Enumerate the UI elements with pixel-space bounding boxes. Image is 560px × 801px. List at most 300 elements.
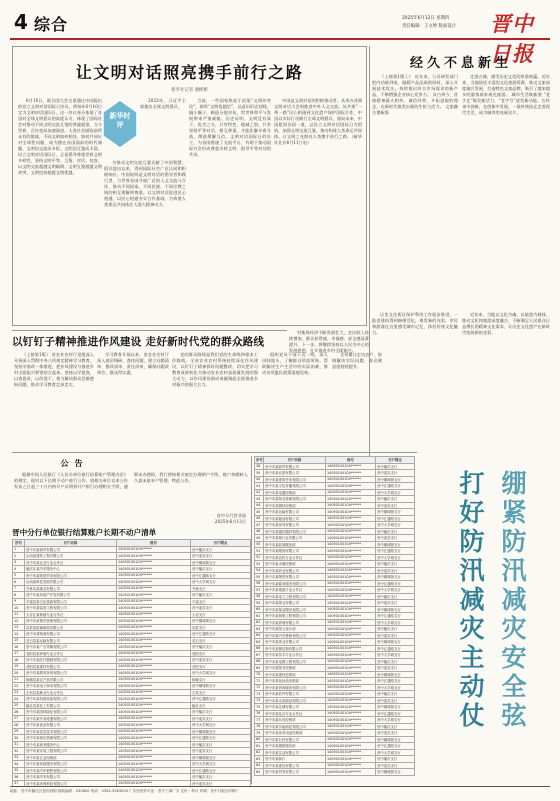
right-article-title: 经久不息新生	[409, 56, 512, 71]
table-cell: 14050100104******	[326, 749, 376, 756]
table-cell: 14050100104******	[326, 756, 376, 763]
table-cell: 晋中市某养殖有限公司	[264, 619, 326, 626]
table-cell: 1	[13, 546, 25, 553]
table-cell: 晋中市某五金经销部	[25, 754, 117, 761]
table-cell: 32	[13, 748, 25, 755]
table-cell: 14050100104******	[326, 483, 376, 490]
table-cell: 44	[255, 502, 264, 509]
table-cell: 晋中大学城支行	[376, 749, 415, 756]
table-cell: 晋中市某商贸有限公司	[25, 546, 117, 553]
table-cell: 67	[255, 652, 264, 659]
table-cell: 11	[13, 611, 25, 618]
table-cell: 晋中市某农资有限公司	[264, 470, 326, 477]
table-cell: 41	[255, 483, 264, 490]
table-cell: 晋中顺城街支行	[376, 606, 415, 613]
table-cell: 2	[13, 553, 25, 560]
table-cell: 14050100104******	[326, 580, 376, 587]
right-article-column-4: 近年来，当地以文化为魂、以旅游为载体，推动文化和旅游深度融合，不断满足人民群众日益增长的精神文化需求，让历史文化遗产在新时代绽放新的光彩。	[462, 312, 550, 335]
table-cell: 14050100104******	[326, 613, 376, 620]
table-cell: 45	[255, 509, 264, 516]
table-cell: 晋中顺城街支行	[191, 618, 251, 625]
table-cell: 晋中顺城街支行	[376, 704, 415, 711]
table-cell: 19	[13, 663, 25, 670]
table-cell: 76	[255, 710, 264, 717]
table-cell: 14050100104******	[326, 730, 376, 737]
table-cell: 晋中市某贸易有限公司	[264, 769, 326, 776]
table-cell: 14050100104******	[117, 767, 191, 774]
table-cell: 14050100104******	[326, 463, 376, 470]
table-cell: 晋中顺城街支行	[376, 639, 415, 646]
table-cell: 晋中顺城街支行	[191, 728, 251, 735]
table-cell: 53	[255, 561, 264, 568]
table-cell: 37	[13, 780, 25, 787]
table-cell: 68	[255, 658, 264, 665]
table-cell: 晋中迎宾支行	[376, 535, 415, 542]
lead-article-column-3: 当前，一些国家热衷于渲染“文明冲突论”，鼓吹“文明优越论”，以意识形态划线，搞小圈子，制造分裂对抗，给世界和平与发展带来严重威胁。历史证明，文明没有高下、优劣之分，只有特色、地域之别。只有坚持平等对话、相互尊重，才能化解矛盾分歧，增进理解互信。文明对话国际日的设立，为各国搭建了交流平台，有助于推动国际社会形成尊重多样文明、倡导平等对话的共识。	[189, 98, 271, 157]
table-cell: 晋中迎宾支行	[376, 502, 415, 509]
table-cell: 晋中迎宾支行	[376, 470, 415, 477]
table-cell: 14050100104******	[117, 702, 191, 709]
table-cell: 晋中市某信息技术有限公司	[25, 728, 117, 735]
table-cell: 72	[255, 684, 264, 691]
table-cell: 60	[255, 606, 264, 613]
table-cell: 14050100104******	[326, 600, 376, 607]
table-cell: 27	[13, 715, 25, 722]
table-cell: 晋中市某石材有限公司	[264, 736, 326, 743]
table-cell: 晋中市某建材经销部	[264, 671, 326, 678]
table-cell: 昔阳县某建材有限公司	[25, 663, 117, 670]
table-cell: 22	[13, 683, 25, 690]
table-cell: 49	[255, 535, 264, 542]
table-cell: 晋中顺城街支行	[191, 683, 251, 690]
newspaper-logo: 晋中日报	[490, 11, 534, 66]
table-cell: 14	[13, 631, 25, 638]
table-cell: 晋中汇通路支行	[191, 631, 251, 638]
table-cell: 36	[13, 774, 25, 781]
table-cell: 14050100104******	[117, 618, 191, 625]
table-cell: 晋中市某粮油有限公司	[264, 515, 326, 522]
table-cell: 晋中市某物流有限公司	[25, 631, 117, 638]
table-cell: 4	[13, 566, 25, 573]
table-cell: 20	[13, 670, 25, 677]
table-cell: 14050100104******	[117, 546, 191, 553]
table-cell: 14050100104******	[117, 611, 191, 618]
table-cell: 和顺县某农产品有限公司	[25, 676, 117, 683]
table-cell: 14050100104******	[326, 652, 376, 659]
table-cell: 31	[13, 741, 25, 748]
table-cell: 晋中迎宾支行	[191, 657, 251, 664]
table-cell: 晋中迎宾支行	[376, 567, 415, 574]
table-cell: 榆社县某化工有限公司	[25, 702, 117, 709]
table-cell: 14050100104******	[326, 619, 376, 626]
table-cell: 晋中汇通路支行	[376, 580, 415, 587]
table-cell: 晋中市某电梯工程有限公司	[264, 658, 326, 665]
table-cell: 晋中市某摄影服务部	[264, 743, 326, 750]
table-cell: 14050100104******	[117, 676, 191, 683]
table-cell: 晋中顺城街支行	[191, 559, 251, 566]
table-cell: 晋中市某电子商务有限公司	[25, 683, 117, 690]
table-cell: 晋中市某纸业有限公司	[264, 600, 326, 607]
table-header-cell: 序号	[256, 458, 263, 463]
table-cell: 66	[255, 645, 264, 652]
table-cell: 14050100104******	[117, 644, 191, 651]
table-cell: 14050100104******	[326, 476, 376, 483]
table-cell: 14050100104******	[326, 561, 376, 568]
table-cell: 14050100104******	[326, 535, 376, 542]
table-cell: 23	[13, 689, 25, 696]
table-cell: 平遥县某文化旅游有限公司	[25, 598, 117, 605]
table-cell: 晋中市某教育咨询有限公司	[25, 670, 117, 677]
section-divider	[12, 330, 287, 331]
table-cell: 晋中榆次支行	[376, 561, 415, 568]
table-cell: 晋中市某电器经销部	[264, 489, 326, 496]
column-divider	[369, 46, 370, 456]
middle-article-text: 村集体经济不断发展壮大，农民收入持续增加，群众获得感、幸福感、安全感显著提升。下一步，将继续坚持以人民为中心的发展思想，扎实推进乡村全面振兴。	[289, 330, 369, 353]
table-cell: 晋中汇通路支行	[376, 678, 415, 685]
table-header-cell: 账号	[117, 540, 191, 547]
table-cell: 14050100104******	[326, 554, 376, 561]
table-cell: 晋中市某商贸有限公司	[264, 463, 326, 470]
table-cell: 14050100104******	[117, 722, 191, 729]
table-header-cell: 开户网点	[376, 457, 415, 464]
table-cell: 晋中市某花卉专业合作社	[264, 710, 326, 717]
table-cell: 14050100104******	[117, 572, 191, 579]
table-cell: 晋中市某商行	[264, 756, 326, 763]
table-header-cell: 开户名称	[25, 540, 117, 547]
table-cell: 晋中市某钢材经销部	[264, 502, 326, 509]
table-cell: 14050100104******	[326, 548, 376, 555]
table-cell: 80	[255, 736, 264, 743]
table-cell: 晋中市某咨询服务有限公司	[264, 684, 326, 691]
table-cell: 14050100104******	[326, 528, 376, 535]
table-cell: 14050100104******	[326, 502, 376, 509]
table-cell: 14050100104******	[117, 748, 191, 755]
table-cell: 太谷支行	[191, 611, 251, 618]
table-cell: 晋中汇通路支行	[376, 515, 415, 522]
table-header-cell: 序号	[13, 540, 25, 547]
table-cell: 14050100104******	[117, 735, 191, 742]
table-cell: 晋中市某环保科技有限公司	[25, 780, 117, 787]
table-cell: 14050100104******	[117, 624, 191, 631]
table-cell: 晋中大学城支行	[191, 670, 251, 677]
table-cell: 晋中迎宾支行	[376, 665, 415, 672]
second-article-title: 以钉钉子精神推进作风建设 走好新时代党的群众路线	[12, 336, 265, 348]
table-cell: 82	[255, 749, 264, 756]
table-cell: 14050100104******	[117, 592, 191, 599]
table-cell: 14050100104******	[117, 657, 191, 664]
table-cell: 晋中市某餐饮管理有限公司	[25, 618, 117, 625]
table-cell: 晋中榆次支行	[191, 592, 251, 599]
table-cell: 左权支行	[191, 689, 251, 696]
table-cell: 14050100104******	[117, 715, 191, 722]
lead-article-column-4: 中国是文明对话的积极推动者。从举办亚洲文明对话大会到推进中外人文交流，从共建“一带一路”民心相通到文化遗产保护国际合作，中国以实际行动践行全球文明倡议。面向未来，中国愿同各国一道，以设立文明对话国际日为契机，加强文明交流互鉴，推动构建人类命运共同体，让文明之光照亮人类携手前行之路。（新华社北京6月11日电）	[274, 98, 362, 145]
table-cell: 14050100104******	[117, 780, 191, 787]
table-row	[255, 769, 415, 776]
table-cell: 晋中市某健身服务有限公司	[264, 580, 326, 587]
table-cell: 14050100104******	[326, 723, 376, 730]
column-divider	[251, 456, 252, 784]
table-cell: 75	[255, 704, 264, 711]
table-cell: 晋中市某仓储有限公司	[264, 704, 326, 711]
table-cell: 晋中汇通路支行	[376, 645, 415, 652]
second-article-column-4: 组织党员干部下沉一线，深入田间地头，了解群众所思所盼，帮助解决生产生活中的实际困难，推动各项惠民政策落地见效。	[262, 352, 328, 375]
table-cell: 晋中大学城支行	[376, 554, 415, 561]
table-cell: 晋中大学城支行	[376, 489, 415, 496]
table-cell: 14050100104******	[117, 754, 191, 761]
table-cell: 14050100104******	[326, 710, 376, 717]
table-cell: 13	[13, 624, 25, 631]
table-cell: 40	[255, 476, 264, 483]
table-cell: 57	[255, 587, 264, 594]
table-cell: 9	[13, 598, 25, 605]
table-cell: 晋中市某苗木专业合作社	[264, 652, 326, 659]
table-cell: 14050100104******	[326, 704, 376, 711]
table-cell: 55	[255, 574, 264, 581]
table-cell: 78	[255, 723, 264, 730]
table-cell: 晋中市某农机专业合作社	[264, 554, 326, 561]
table-cell: 晋中迎宾支行	[191, 605, 251, 612]
table-cell: 51	[255, 548, 264, 555]
table-cell: 左权县某林业专业合作社	[25, 689, 117, 696]
table-cell: 寿阳支行	[191, 650, 251, 657]
table-cell: 29	[13, 728, 25, 735]
table-cell: 71	[255, 678, 264, 685]
table-cell: 晋中榆次支行	[191, 709, 251, 716]
lead-article-column-2: 为推动文明交流互鉴贡献了中国智慧。倡议提出以来，得到国际社会广泛认同和积极响应。中国始终是文明对话的倡导者和践行者，与世界各国开展广泛的人文交流与合作，推动不同国家、不同民族、不同宗教之间的相互理解和尊重。以文明对话促进民心相通，以民心相通夯实合作基础，为构建人类命运共同体注入强大精神动力。	[104, 160, 186, 207]
table-cell: 14050100104******	[326, 515, 376, 522]
table-cell: 晋中榆次支行	[191, 741, 251, 748]
table-cell: 晋中市某果蔬专业合作社	[264, 587, 326, 594]
lead-article-title: 让文明对话照亮携手前行之路	[75, 63, 304, 82]
table-cell: 14050100104******	[326, 639, 376, 646]
table-cell: 晋中迎宾支行	[376, 600, 415, 607]
table-cell: 35	[13, 767, 25, 774]
table-cell: 52	[255, 554, 264, 561]
table-cell: 晋中市某园林绿化有限公司	[25, 709, 117, 716]
table-cell: 晋中汇通路支行	[376, 710, 415, 717]
table-cell: 晋中市某文化传播有限公司	[264, 483, 326, 490]
table-cell: 84	[255, 762, 264, 769]
second-article-column-1: （上接第1版） 省农业农村厅党组深入开展深入贯彻中央八项规定精神学习教育，坚持学查改一体推进，把作风建设与推进乡村全面振兴紧密结合起来。坚持以学促查，以查促改，以改促干，着力解决群众急难愁盼问题，推动学习教育走深走实。	[14, 352, 94, 387]
table-cell: 14050100104******	[326, 671, 376, 678]
table-cell: 14050100104******	[117, 585, 191, 592]
table-cell: 晋中大学城支行	[376, 619, 415, 626]
table-cell: 85	[255, 769, 264, 776]
section-divider	[12, 452, 417, 453]
dormant-accounts-table-left	[12, 539, 251, 787]
table-cell: 7	[13, 585, 25, 592]
table-cell: 晋中迎宾支行	[376, 762, 415, 769]
table-cell: 晋中顺城街支行	[376, 541, 415, 548]
table-cell: 晋中榆次支行	[191, 566, 251, 573]
table-cell: 14050100104******	[326, 658, 376, 665]
dormant-accounts-table-right	[254, 456, 415, 776]
table-cell: 14050100104******	[326, 684, 376, 691]
table-cell: 晋中市某通讯器材有限公司	[264, 528, 326, 535]
slogan-line-2: 打好防汛减灾主动仗	[456, 470, 485, 731]
table-cell: 14050100104******	[117, 559, 191, 566]
table-cell: 6	[13, 579, 25, 586]
table-cell: 晋中汇通路支行	[191, 767, 251, 774]
table-cell: 59	[255, 600, 264, 607]
lead-article-column-2-top: 2023年，习近平主席提出全球文明倡议，	[140, 98, 186, 109]
table-cell: 14050100104******	[326, 769, 376, 776]
page-number: 4	[14, 10, 28, 34]
table-cell: 晋中市某机械设备有限公司	[25, 696, 117, 703]
table-cell: 晋中市某广告传媒有限公司	[25, 644, 117, 651]
table-cell: 晋中市某钢结构有限公司	[264, 645, 326, 652]
table-cell: 晋中迎宾支行	[191, 553, 251, 560]
table-cell: 10	[13, 605, 25, 612]
table-cell: 晋中迎宾支行	[191, 780, 251, 787]
table-cell: 14050100104******	[326, 762, 376, 769]
table-cell: 14050100104******	[326, 567, 376, 574]
table-cell: 晋中榆次支行	[376, 626, 415, 633]
table-cell: 33	[13, 754, 25, 761]
table-cell: 14050100104******	[326, 587, 376, 594]
table-cell: 39	[255, 470, 264, 477]
table-cell: 14050100104******	[326, 489, 376, 496]
table-cell: 晋中市某安装工程有限公司	[25, 748, 117, 755]
table-cell: 25	[13, 702, 25, 709]
table-cell: 34	[13, 761, 25, 768]
table-cell: 晋中大学城支行	[191, 761, 251, 768]
table-cell: 晋中市某建设有限公司	[264, 762, 326, 769]
table-cell: 太谷区某种植专业合作社	[25, 611, 117, 618]
table-cell: 晋中市某房地产开发有限公司	[25, 592, 117, 599]
table-cell: 晋中迎宾支行	[191, 748, 251, 755]
table-cell: 14050100104******	[326, 645, 376, 652]
table-cell: 14050100104******	[117, 741, 191, 748]
table-cell: 14050100104******	[326, 574, 376, 581]
table-cell: 介休支行	[191, 585, 251, 592]
table-cell: 14050100104******	[326, 697, 376, 704]
table-cell: 14050100104******	[326, 632, 376, 639]
table-cell: 14050100104******	[117, 670, 191, 677]
table-cell: 晋中榆次支行	[376, 463, 415, 470]
table-cell: 14050100104******	[117, 631, 191, 638]
table-cell: 晋中市某食品有限公司	[25, 722, 117, 729]
table-cell: 祁县某玻璃制品有限公司	[25, 624, 117, 631]
table-cell: 62	[255, 619, 264, 626]
table-cell: 介休市某煤业有限公司	[25, 585, 117, 592]
table-cell: 14050100104******	[117, 579, 191, 586]
table-cell: 晋中市某商务服务中心	[25, 741, 117, 748]
table-cell: 14050100104******	[326, 736, 376, 743]
table-cell: 14050100104******	[117, 696, 191, 703]
table-cell: 14050100104******	[117, 637, 191, 644]
table-cell: 晋中市某实业有限公司	[264, 749, 326, 756]
table-cell: 晋中榆次支行	[376, 691, 415, 698]
second-article-column-2: 学习教育开展以来，省农业农村厅深入基层调研，查找问题，建立问题清单、整改清单、责任清单，确保问题改到位、群众得实惠。	[97, 352, 169, 375]
table-cell: 山西某建筑工程有限公司	[25, 553, 117, 560]
table-cell: 晋中市某物资贸易有限公司	[25, 572, 117, 579]
table-cell: 晋中顺城街支行	[376, 574, 415, 581]
section-name: 综合	[34, 15, 69, 34]
table-cell: 晋中市某家具有限公司	[264, 522, 326, 529]
table-cell: 63	[255, 626, 264, 633]
right-article-column-1: （上接第1版①） 近年来，公司研发部门把内功练到家，做精产品品质的同时，深入开展技术攻关，持续推出符合市场需求的新产品，不断增强企业核心竞争力。 从古到今，晋商精神薪火相传。诚信经营、开拓进取的理念，在新时代焕发出新的生机与活力。 文旅融合谱新篇	[372, 74, 458, 115]
table-cell: 14050100104******	[326, 496, 376, 503]
table-cell: 70	[255, 671, 264, 678]
table-cell: 14050100104******	[326, 509, 376, 516]
table-cell: 18	[13, 657, 25, 664]
table-cell: 14050100104******	[117, 553, 191, 560]
table-cell: 26	[13, 709, 25, 716]
table-cell: 79	[255, 730, 264, 737]
table-cell: 晋中顺城街支行	[376, 509, 415, 516]
table-cell: 14050100104******	[117, 761, 191, 768]
table-cell: 晋中大学城支行	[376, 717, 415, 724]
lead-article-byline: 新华社记者 谢彬彬	[171, 88, 208, 93]
table-cell: 81	[255, 743, 264, 750]
table-cell: 14050100104******	[117, 689, 191, 696]
table-cell: 73	[255, 691, 264, 698]
table-cell: 晋中市某药业有限公司	[264, 567, 326, 574]
table-cell: 晋中榆次支行	[191, 546, 251, 553]
table-cell: 14050100104******	[117, 663, 191, 670]
table-cell: 14050100104******	[326, 541, 376, 548]
table-cell: 晋中市某装卸服务部	[264, 541, 326, 548]
table-cell: 晋中顺城街支行	[191, 754, 251, 761]
table-cell: 8	[13, 592, 25, 599]
table-cell: 晋中市某照明工程有限公司	[264, 613, 326, 620]
table-cell: 晋中大学城支行	[376, 652, 415, 659]
notice-sign-org: 晋中分行营业部	[216, 513, 246, 518]
table-cell: 65	[255, 639, 264, 646]
table-cell: 晋中榆次支行	[191, 774, 251, 781]
table-cell: 寿阳县某养殖专业合作社	[25, 650, 117, 657]
table-cell: 14050100104******	[117, 566, 191, 573]
table-cell: 43	[255, 496, 264, 503]
dormant-accounts-table-title: 晋中分行单位银行结算账户长期不动户清单	[12, 528, 157, 537]
table-cell: 12	[13, 618, 25, 625]
table-cell: 83	[255, 756, 264, 763]
second-article-column-5: 全省累计走访农户，协调解决实际问题，群众满意度持续提升。	[332, 352, 382, 369]
table-cell: 晋中市某电力工程有限公司	[264, 593, 326, 600]
table-cell: 晋中榆次支行	[191, 644, 251, 651]
flood-control-slogan	[420, 458, 550, 780]
table-cell: 晋中市某建筑劳务有限公司	[264, 476, 326, 483]
table-cell: 晋中顺城街支行	[376, 476, 415, 483]
table-cell: 昔阳支行	[191, 663, 251, 670]
notice-title: 公告	[60, 459, 89, 468]
table-cell: 77	[255, 717, 264, 724]
table-cell: 14050100104******	[117, 598, 191, 605]
table-cell: 晋中汇通路支行	[376, 483, 415, 490]
table-cell: 晋中汇通路支行	[191, 696, 251, 703]
table-cell: 晋中市某农业专业合作社	[25, 559, 117, 566]
table-cell: 14050100104******	[117, 774, 191, 781]
table-cell: 晋中市某物业管理有限公司	[264, 496, 326, 503]
table-cell: 晋中市某旅行社有限公司	[264, 535, 326, 542]
table-cell: 14050100104******	[326, 470, 376, 477]
table-header-cell: 开户名称	[264, 457, 326, 464]
table-cell: 晋中市某劳务派遣有限公司	[25, 715, 117, 722]
table-cell: 晋中汇通路支行	[376, 743, 415, 750]
table-cell: 晋中市某图文设计部	[264, 626, 326, 633]
table-cell: 晋中市某医疗器械有限公司	[25, 657, 117, 664]
table-cell: 晋中大学城支行	[191, 722, 251, 729]
table-cell: 晋中市某陶瓷有限公司	[264, 574, 326, 581]
table-cell: 晋中市某印务有限公司	[25, 774, 117, 781]
table-cell: 晋中市某酒店管理有限公司	[25, 735, 117, 742]
table-cell: 16	[13, 644, 25, 651]
table-cell: 晋中市某家政服务有限公司	[25, 761, 117, 768]
table-cell: 14050100104******	[326, 522, 376, 529]
table-cell: 56	[255, 580, 264, 587]
notice-sign-date: 2025年6月12日	[214, 519, 246, 524]
